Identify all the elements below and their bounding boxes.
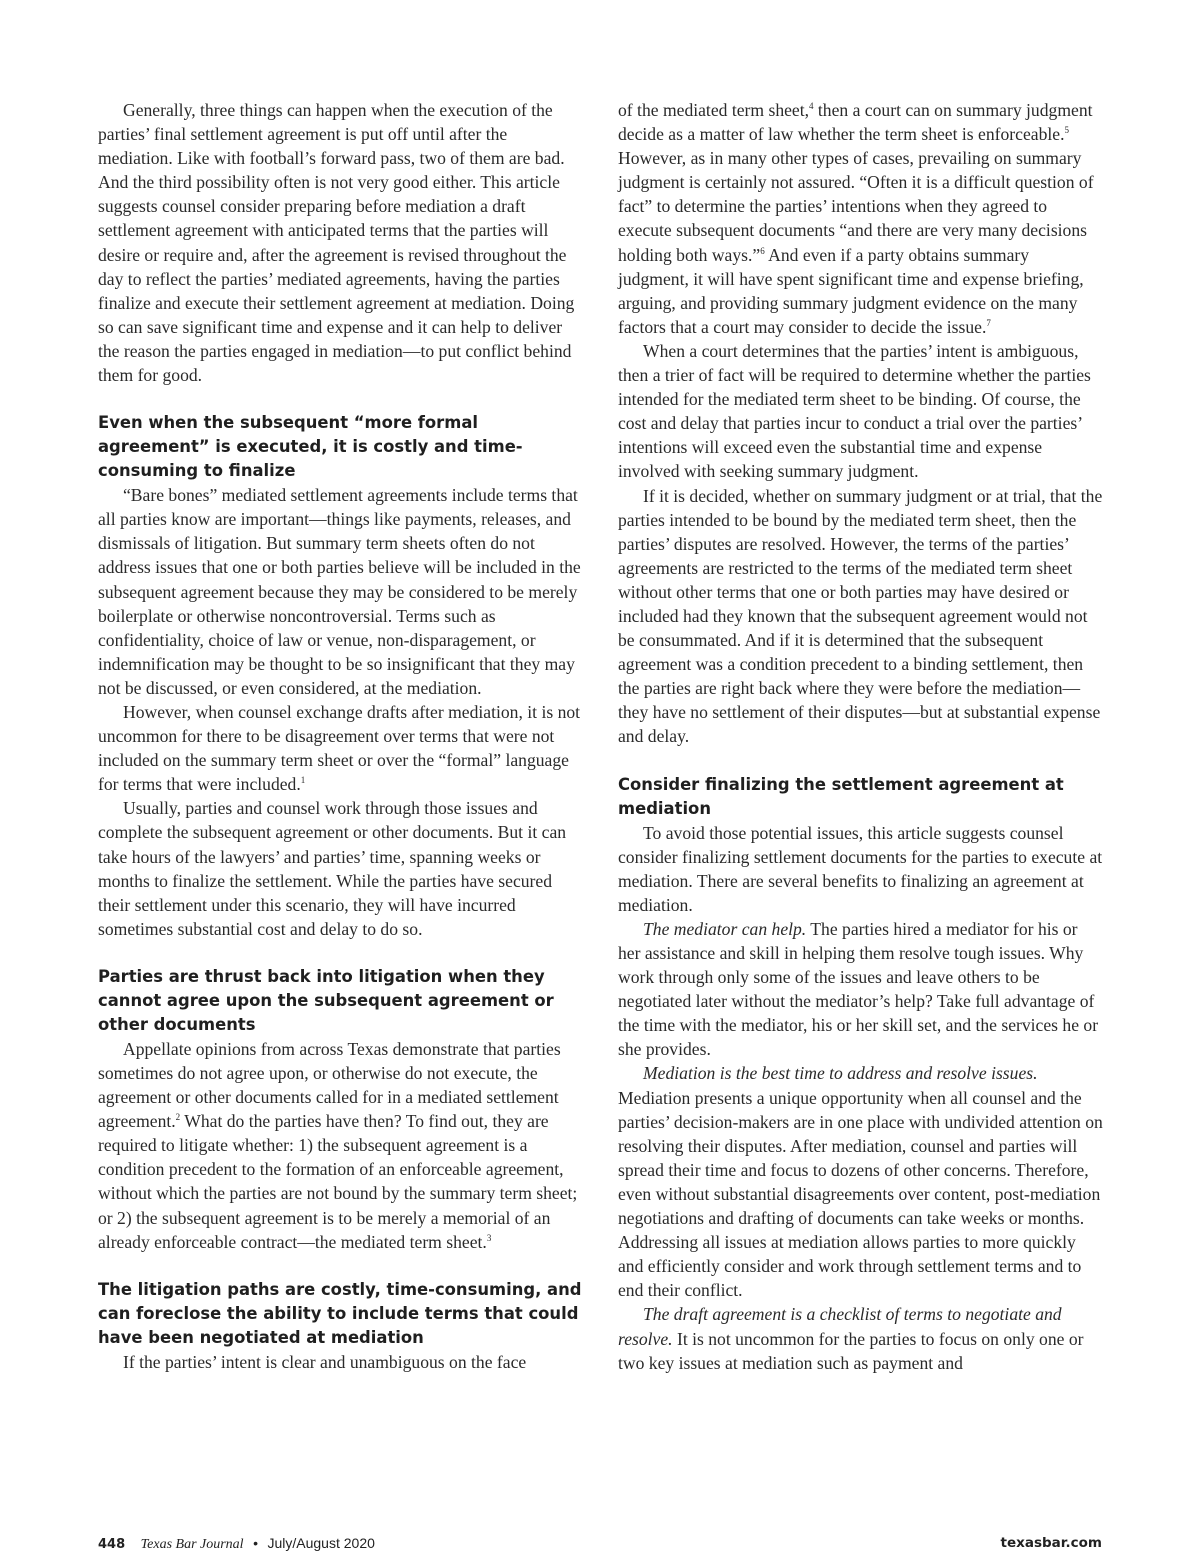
intro-paragraph: Generally, three things can happen when the execution of the parties’ final settlement agreement is put off until after the mediation. Like with football’s forward pass, two of them are bad. And the third possibility often is not very good either. This article suggests counsel consider preparing before mediation a draft settlement agreement with anticipated terms that the parties will desire or require and, after the agreement is revised throughout the day to reflect the parties’ mediated agreements, having the parties finalize and execute their settlement agreement at mediation. Doing so can save significant time and expense and it can help to deliver the reason the parties engaged in mediation—to put conflict behind them for good. — [98, 100, 575, 386]
paragraph-continuation — [618, 98, 1104, 339]
footnote-ref-2: 2 — [175, 1112, 181, 1123]
section-heading-litigation-paths: The litigation paths are costly, time-consuming, and can foreclose the ability to include terms that could have been negotiated at mediation — [98, 1279, 582, 1347]
paragraph-mediator-help — [618, 917, 1104, 1062]
section-heading-consider-finalizing: Consider finalizing the settlement agreement at mediation — [618, 774, 1064, 818]
section-heading-thrust-back: Parties are thrust back into litigation when they cannot agree upon the subsequent agreement or other documents — [98, 966, 554, 1034]
page-footer — [98, 1533, 1102, 1553]
footnote-ref-5: 5 — [1064, 125, 1069, 136]
paragraph-best-time-text: Mediation presents a unique opportunity when all counsel and the parties’ decision-makers are in one place with undivided attention on resolving their disputes. After mediation, counsel and parties will spread their time and focus to dozens of other concerns. Therefore, even without substantial disagreements over content, post-mediation negotiations and drafting of documents can take weeks or months. Addressing all issues at mediation allows parties to more quickly and efficiently consider and work through settlement terms and to end their conflict. — [618, 1087, 1103, 1301]
page-number: 448 — [98, 1537, 126, 1552]
paragraph-checklist-text: It is not uncommon for the parties to focus on only one or two key issues at mediation such as payment and — [618, 1328, 1084, 1373]
paragraph-appellate — [98, 1037, 584, 1254]
paragraph-continuation-text-a: of the mediated term sheet, — [618, 100, 810, 120]
left-column — [98, 98, 584, 1374]
footnote-ref-3: 3 — [486, 1232, 492, 1243]
paragraph-bare-bones: “Bare bones” mediated settlement agreements include terms that all parties know are important—things like payments, releases, and dismissals of litigation. But summary term sheets often do not address issues that one or both parties believe will be included in the subsequent agreement because they may be considered to be merely boilerplate or otherwise noncontroversial. Terms such as confidentiality, choice of law or venue, non-disparagement, or indemnification may be thought to be so insignificant that they may not be discussed, or even considered, at the mediation. — [98, 485, 581, 698]
paragraph-checklist — [618, 1302, 1104, 1374]
footnote-ref-4: 4 — [809, 101, 814, 111]
right-column — [618, 98, 1104, 1375]
footnote-ref-7: 7 — [986, 317, 991, 328]
footer-bullet: • — [253, 1535, 258, 1551]
footnote-ref-1: 1 — [300, 775, 306, 786]
paragraph-appellate-text-a: Appellate opinions from across Texas demonstrate that parties sometimes do not agree upon, or otherwise do not execute, the agreement or other documents called for in a mediated settlement agreement. — [98, 1038, 561, 1132]
website-link[interactable]: texasbar.com — [1000, 1535, 1102, 1551]
paragraph-continuation-text-d: And even if a party obtains summary judgment, it will have spent significant time and expense briefing, arguing, and providing summary judgment evidence on the many factors that a court may consider to decide the issue. — [618, 244, 1084, 337]
paragraph-continuation-text-b: then a court can on summary judgment decide as a matter of law whether the term sheet is enforceable. — [618, 100, 1093, 145]
paragraph-however-text: However, when counsel exchange drafts after mediation, it is not uncommon for there to be disagreement over terms that were not included on the summary term sheet or over the “formal” language for terms that were included. — [98, 701, 581, 795]
paragraph-continuation-text-c: However, as in many other types of cases, prevailing on summary judgment is certainly not assured. “Often it is a difficult question of fact” to determine the parties’ intentions when they agreed to execute subsequent documents “and there are very many decisions holding both ways.” — [618, 148, 1094, 265]
paragraph-appellate-text-b: What do the parties have then? To find out, they are required to litigate whether: 1) the subsequent agreement is a condition precedent to the formation of an enforceable agreement, without which the parties are not bound by the summary term sheet; or 2) the subsequent agreement is to be merely a memorial of an already enforceable contract—the mediated term sheet. — [98, 1111, 578, 1252]
journal-name: Texas Bar Journal — [140, 1537, 244, 1552]
paragraph-decided: If it is decided, whether on summary judgment or at trial, that the parties intended to be bound by the mediated term sheet, then the parties’ disputes are resolved. However, the terms of the parties’ agreements are restricted to the terms of the mediated term sheet without other terms that one or both parties may have desired or included had they known that the subsequent agreement would not be consummated. And if it is determined that the subsequent agreement was a condition precedent to a binding settlement, then the parties are right back where they were before the mediation—they have no settlement of their disputes—but at substantial expense and delay. — [618, 485, 1103, 747]
paragraph-mediator-help-text: The parties hired a mediator for his or her assistance and skill in helping them resolve tough issues. Why work through only some of the issues and leave others to be negotiated later without the mediator’s help? Take full advantage of the time with the mediator, his or her skill set, and the services he or she provides. — [618, 918, 1099, 1060]
paragraph-avoid: To avoid those potential issues, this article suggests counsel consider finalizing settlement documents for the parties to execute at mediation. There are several benefits to finalizing an agreement at mediation. — [618, 822, 1103, 915]
paragraph-best-time — [618, 1061, 1104, 1302]
paragraph-checklist-lead: The draft agreement is a checklist of terms to negotiate and resolve. — [618, 1304, 1062, 1349]
paragraph-however — [98, 700, 584, 796]
paragraph-ambiguous: When a court determines that the parties’ intent is ambiguous, then a trier of fact will be required to determine whether the parties intended for the mediated term sheet to be binding. Of course, the cost and delay that parties incur to conduct a trial over the parties’ intentions will exceed even the substantial time and expense involved with seeking summary judgment. — [618, 340, 1091, 482]
paragraph-mediator-help-lead: The mediator can help. — [643, 918, 807, 939]
paragraph-best-time-lead: Mediation is the best time to address and resolve issues. — [643, 1063, 1038, 1084]
footnote-ref-6: 6 — [760, 245, 765, 256]
section-heading-costly-finalize: Even when the subsequent “more formal agreement” is executed, it is costly and time-consuming to finalize — [98, 413, 523, 481]
issue-date: July/August 2020 — [267, 1535, 375, 1551]
paragraph-if-intent: If the parties’ intent is clear and unambiguous on the face — [123, 1351, 527, 1372]
paragraph-usually: Usually, parties and counsel work through those issues and complete the subsequent agreement or other documents. But it can take hours of the lawyers’ and parties’ time, spanning weeks or months to finalize the settlement. While the parties have secured their settlement under this scenario, they will have incurred sometimes substantial cost and delay to do so. — [98, 798, 567, 939]
